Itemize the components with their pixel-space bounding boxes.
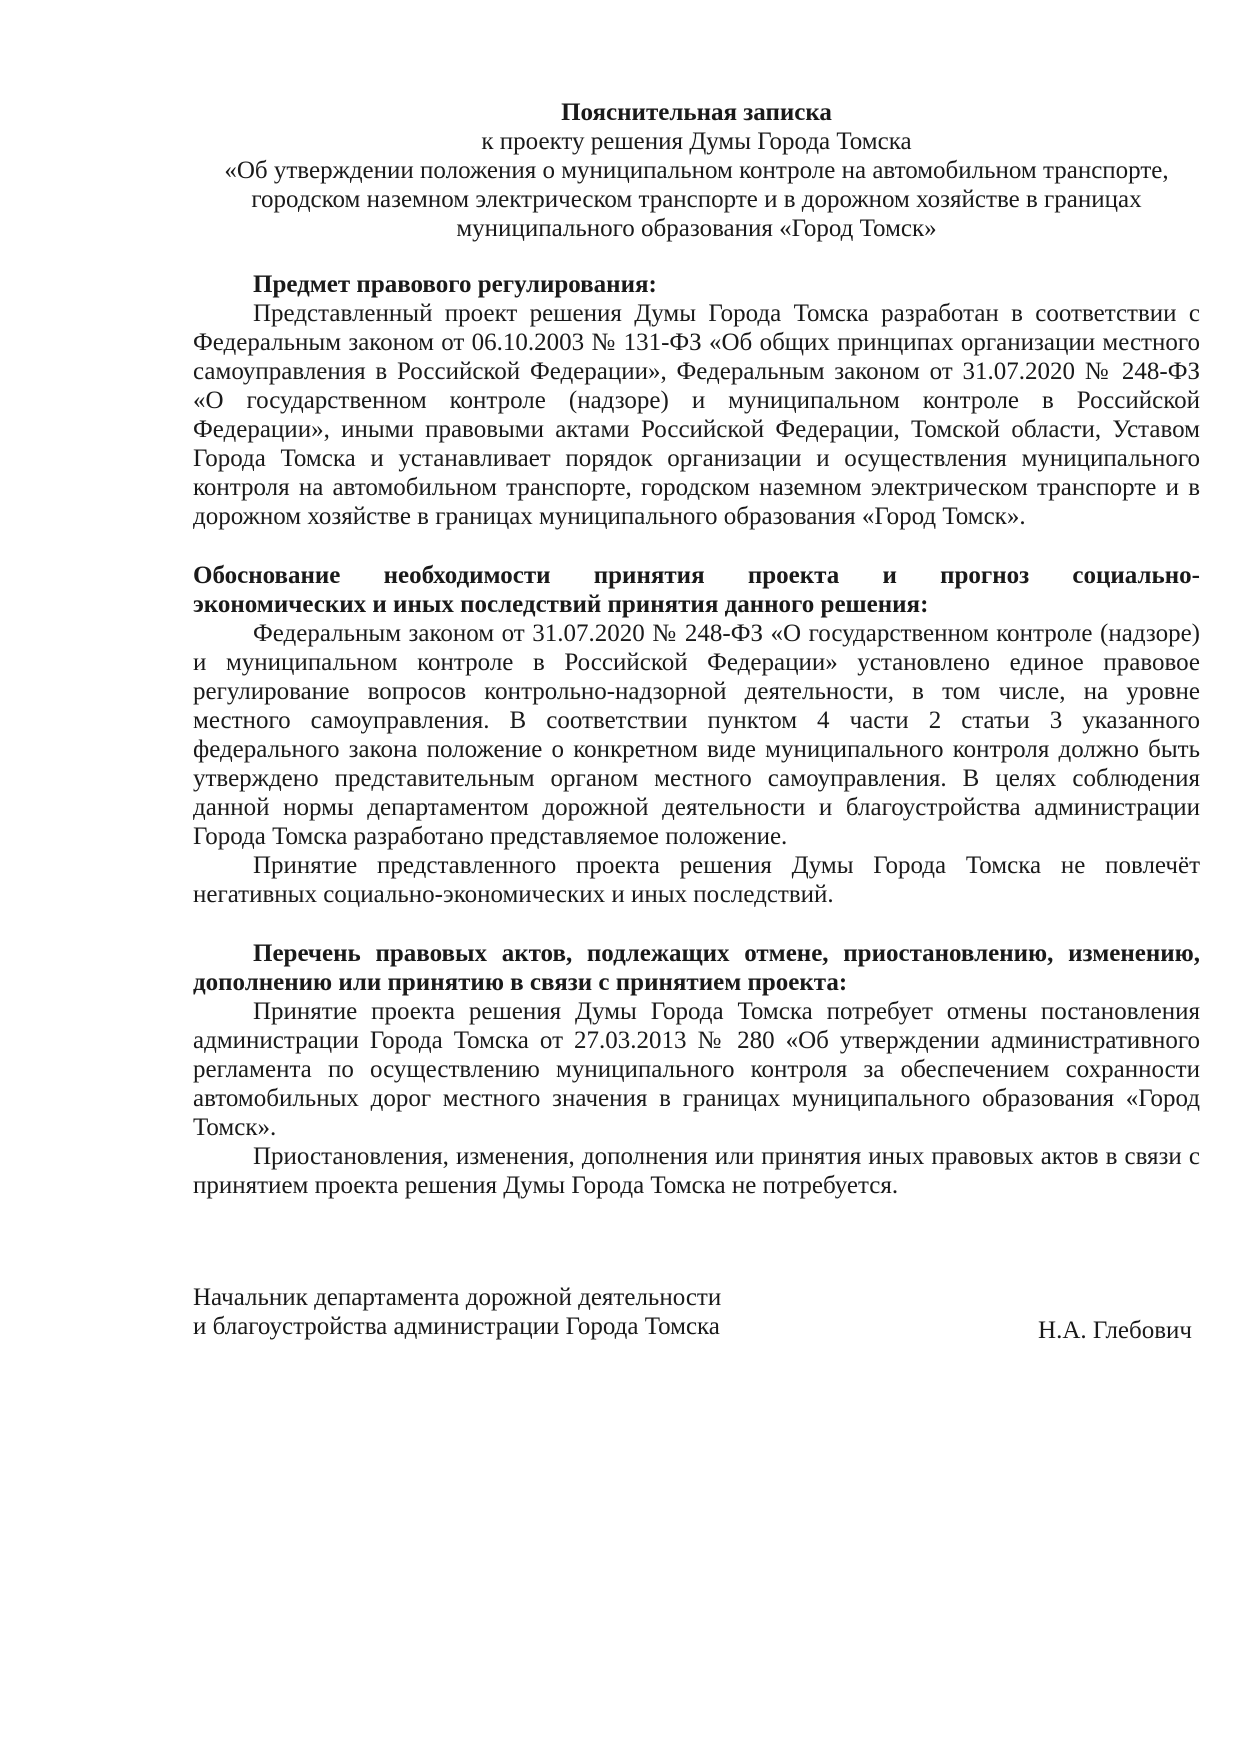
- text-line: Томск».: [193, 1114, 277, 1141]
- signer-position: и благоустройства администрации Города Томска: [193, 1313, 720, 1340]
- paragraph: [193, 1142, 1200, 1200]
- text-line: негативных социально-экономических и иных последствий.: [193, 881, 834, 908]
- text-line: Принятие представленного проекта решения Думы Города Томска не повлечёт: [253, 852, 1200, 879]
- text-line: Принятие проекта решения Думы Города Томска потребует отмены постановления: [253, 998, 1200, 1025]
- section-heading: [193, 939, 1200, 997]
- paragraph: [193, 997, 1200, 1142]
- text-line: Приостановления, изменения, дополнения или принятия иных правовых актов в связи с: [253, 1143, 1200, 1170]
- text-line: регламента по осуществлению муниципального контроля за обеспечением сохранности: [193, 1056, 1200, 1083]
- text-line: «О государственном контроле (надзоре) и муниципальном контроле в Российской: [193, 387, 1200, 414]
- section-heading: Предмет правового регулирования:: [253, 271, 657, 298]
- text-line: Города Томска и устанавливает порядок организации и осуществления муниципального: [193, 445, 1200, 472]
- section-acts-list: [193, 939, 1200, 1200]
- text-line: Перечень правовых актов, подлежащих отмене, приостановлению, изменению,: [253, 940, 1200, 967]
- text-line: автомобильных дорог местного значения в границах муниципального образования «Город: [193, 1085, 1200, 1112]
- signer-name: Н.А. Глебович: [1038, 1317, 1192, 1344]
- section-heading: [193, 561, 1200, 619]
- text-line: Федерации», иными правовыми актами Российской Федерации, Томской области, Уставом: [193, 416, 1200, 443]
- paragraph: [193, 299, 1200, 531]
- section-subject: [193, 270, 1200, 531]
- text-line: утверждено представительным органом местного самоуправления. В целях соблюдения: [193, 765, 1200, 792]
- subtitle-line: «Об утверждении положения о муниципальном контроле на автомобильном транспорте,: [224, 157, 1169, 184]
- paragraph: [193, 619, 1200, 851]
- document-title: Пояснительная записка: [561, 99, 832, 126]
- text-line: администрации Города Томска от 27.03.2013 № 280 «Об утверждении административного: [193, 1027, 1200, 1054]
- text-line: Федеральным законом от 06.10.2003 № 131-ФЗ «Об общих принципах организации местного: [193, 329, 1200, 356]
- subtitle-line: к проекту решения Думы Города Томска: [481, 128, 912, 155]
- text-line: экономических и иных последствий принятия данного решения:: [193, 591, 929, 618]
- text-line: дополнению или принятию в связи с принятием проекта:: [193, 969, 848, 996]
- text-line: дорожном хозяйстве в границах муниципального образования «Город Томск».: [193, 503, 1026, 530]
- text-line: Представленный проект решения Думы Города Томска разработан в соответствии с: [253, 300, 1200, 327]
- subtitle-line: муниципального образования «Город Томск»: [456, 215, 937, 242]
- text-line: контроля на автомобильном транспорте, городском наземном электрическом транспорте и в: [193, 474, 1200, 501]
- signature-block: [193, 1283, 1200, 1344]
- text-line: регулирование вопросов контрольно-надзорной деятельности, в том числе, на уровне: [193, 678, 1200, 705]
- section-justification: [193, 561, 1200, 909]
- text-line: федерального закона положение о конкретном виде муниципального контроля должно быть: [193, 736, 1200, 763]
- text-line: Федеральным законом от 31.07.2020 № 248-ФЗ «О государственном контроле (надзоре): [253, 620, 1200, 647]
- text-line: Обоснование необходимости принятия проекта и прогноз социально-: [193, 562, 1200, 589]
- text-line: самоуправления в Российской Федерации», Федеральным законом от 31.07.2020 № 248-ФЗ: [193, 358, 1200, 385]
- text-line: принятием проекта решения Думы Города Томска не потребуется.: [193, 1172, 899, 1199]
- document-subtitle: [193, 127, 1200, 243]
- text-line: данной нормы департаментом дорожной деятельности и благоустройства администрации: [193, 794, 1200, 821]
- subtitle-line: городском наземном электрическом транспорте и в дорожном хозяйстве в границах: [251, 186, 1142, 213]
- text-line: и муниципальном контроле в Российской Федерации» установлено единое правовое: [193, 649, 1200, 676]
- signer-position: Начальник департамента дорожной деятельности: [193, 1284, 722, 1311]
- paragraph: [193, 851, 1200, 909]
- text-line: Города Томска разработано представляемое положение.: [193, 823, 788, 850]
- text-line: местного самоуправления. В соответствии пунктом 4 части 2 статьи 3 указанного: [193, 707, 1200, 734]
